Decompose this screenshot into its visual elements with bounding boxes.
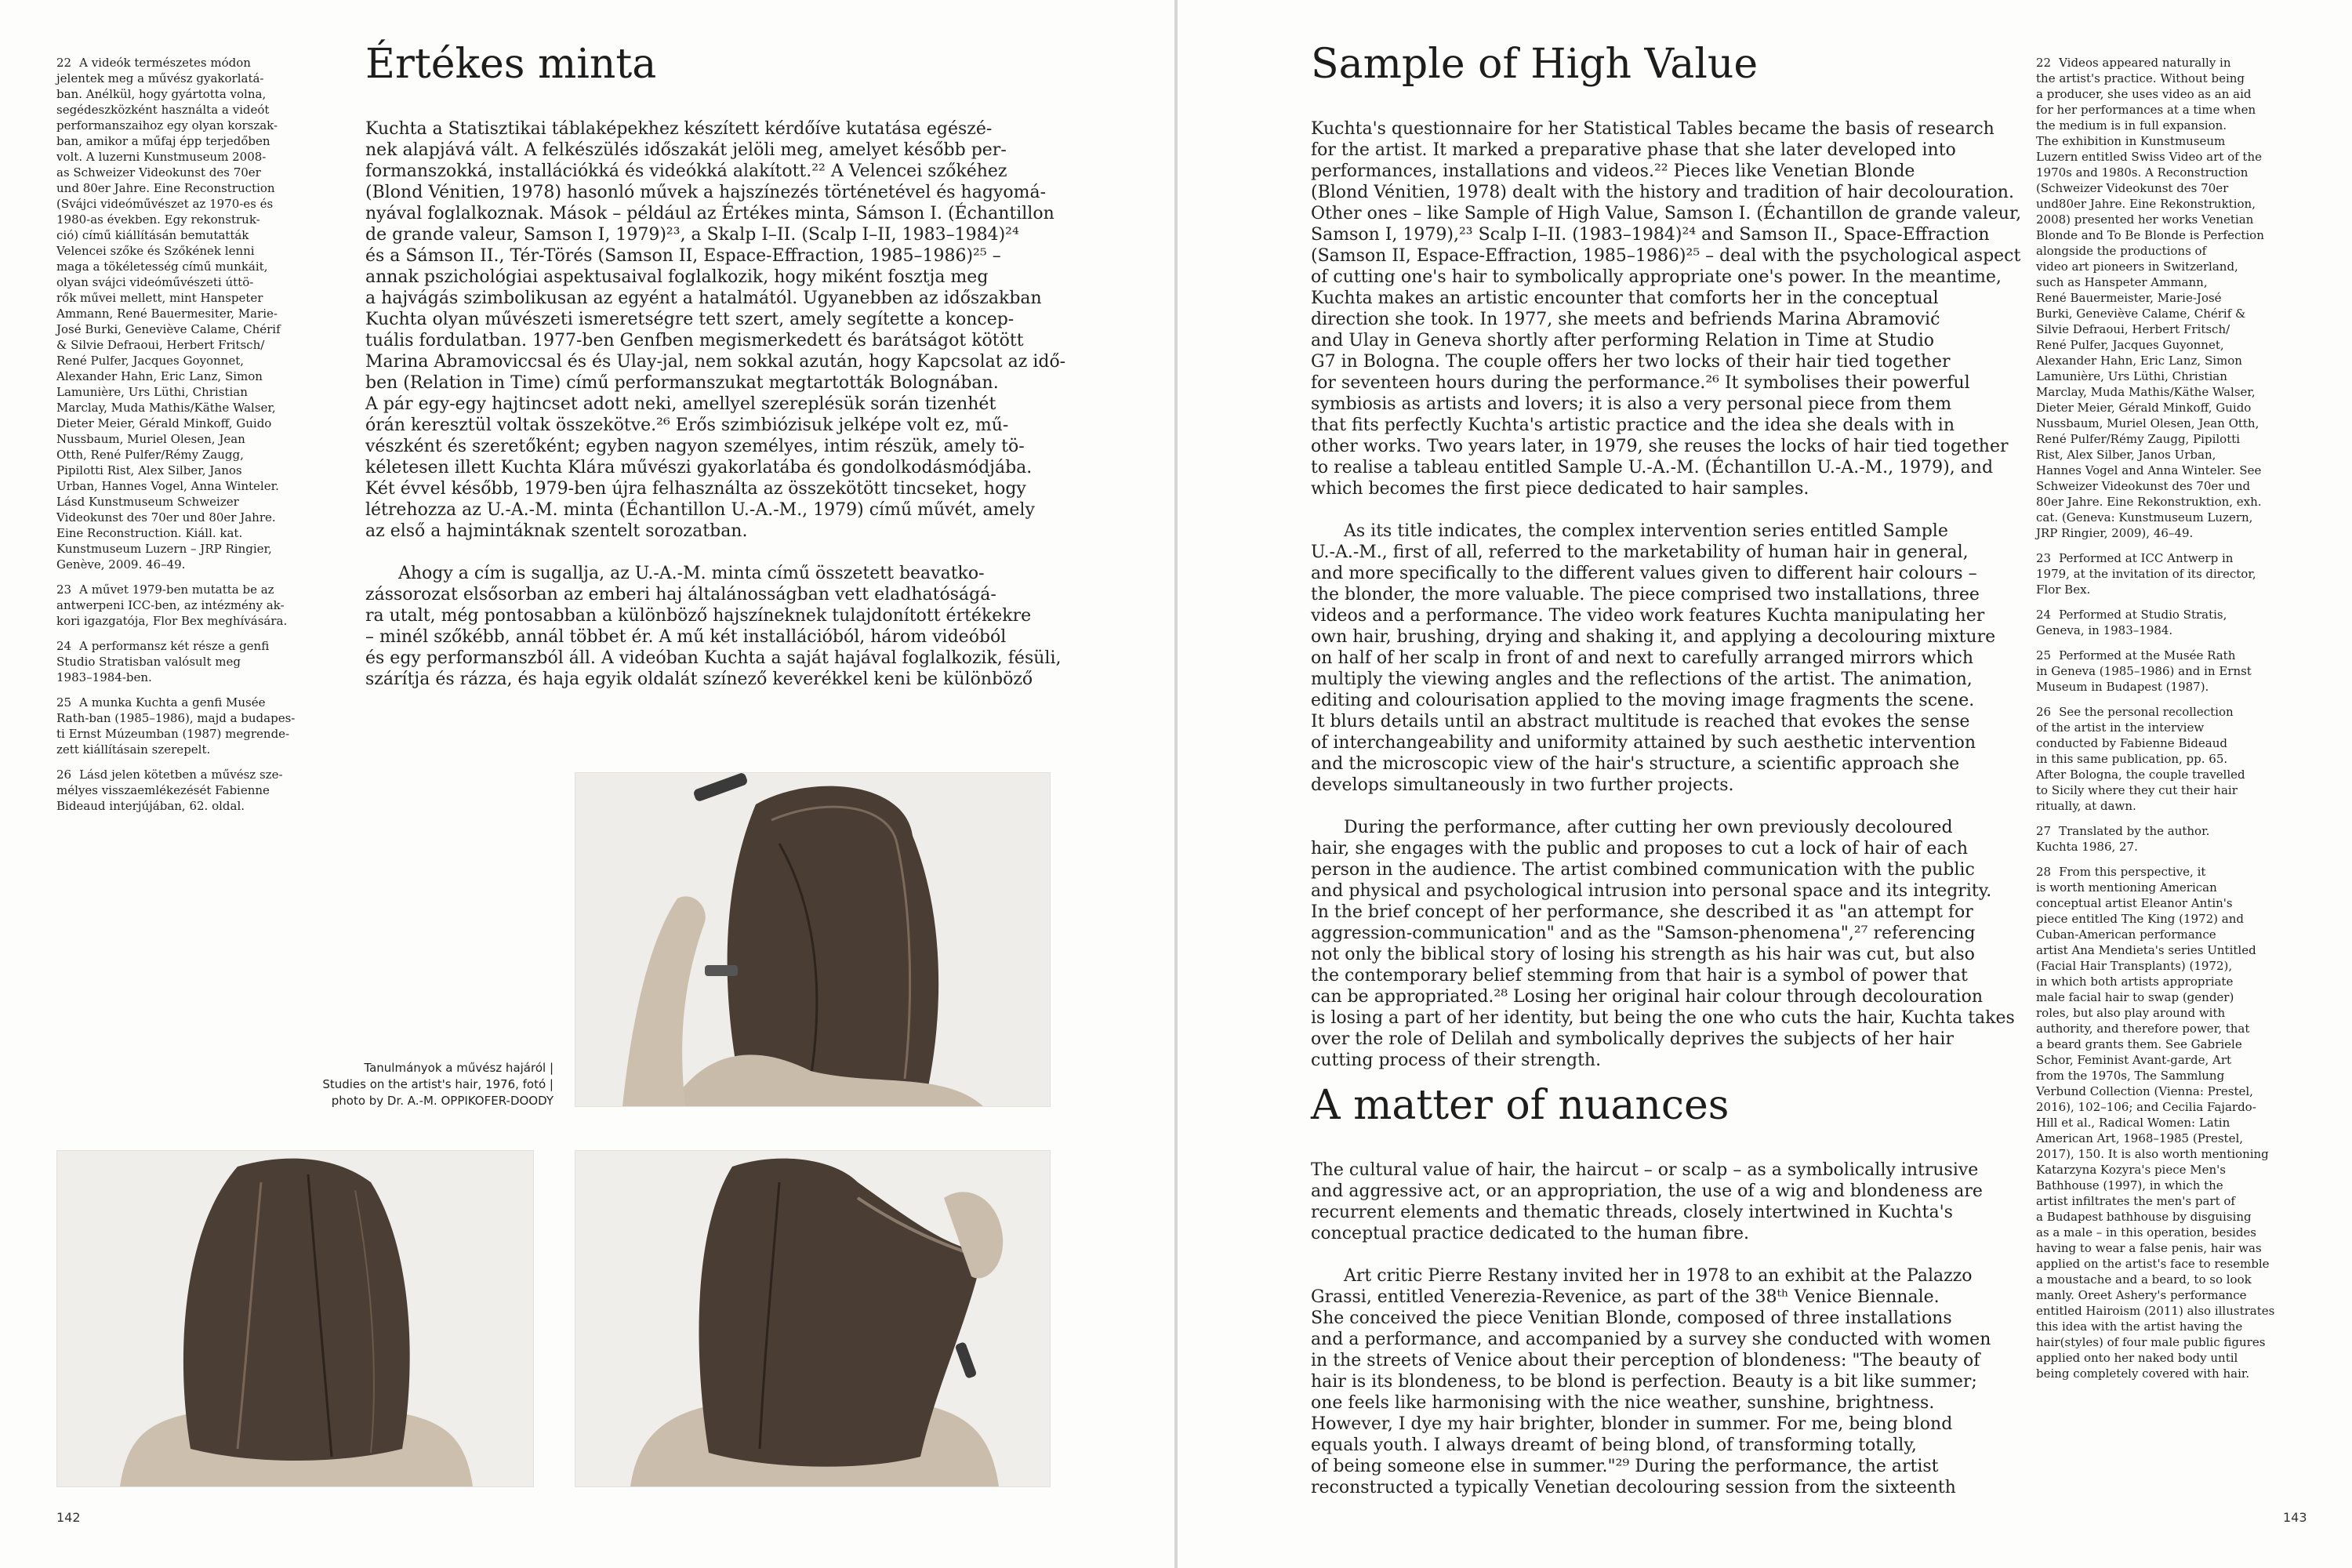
footnote-28: 28 From this perspective, it is worth mentioning American conceptual artist Eleanor Antin's piece entitled The King (1972) and Cuban-American performance artist Ana Mendieta's series Untitled (Facial Hair Transplants) (1972), in which both artists appropriate male facial hair to swap (gender) roles, but also play around with authority, and therefore power, that a beard grants them. See Gabriele Schor, Feminist Avant-garde, Art from the 1970s, The Sammlung Verbund Collection (Vienna: Prestel, 2016), 102–106; and Cecilia Fajardo- Hill et al., Radical Women: Latin American Art, 1968–1985 (Prestel, 2017), 150. It is also worth mentioning Katarzyna Kozyra's piece Men's Bathhouse (1997), in which the artist infiltrates the men's part of a Budapest bathhouse by disguising as a male – in this operation, besides having to wear a false penis, hair was applied on the artist's face to resemble a moustache and a beard, to so look manly. Oreet Ashery's performance entitled Hairoism (2011) also illustrates this idea with the artist having the hair(styles) of four male public figures applied onto her naked body until being completely covered with hair.: [2036, 865, 2275, 1381]
paragraph: Kuchta's questionnaire for her Statistical Tables became the basis of research for the artist. It marked a preparative phase that she later developed into performances, installations and videos.²² Pieces like Venetian Blonde (Blond Vénitien, 1978) dealt with the history and tradition of hair decolouration. Other ones – like Sample of High Value, Samson I. (Échantillon de grande valeur, Samson I, 1979),²³ Scalp I–II. (1983–1984)²⁴ and Samson II., Space-Effraction (Samson II, Espace-Effraction, 1985–1986)²⁵ – deal with the psychological aspect of cutting one's hair to symbolically appropriate one's power. In the meantime, Kuchta makes an artistic encounter that comforts her in the conceptual direction she took. In 1977, she meets and befriends Marina Abramović and Ulay in Geneva shortly after performing Relation in Time at Studio G7 in Bologna. The couple offers her two locks of their hair tied together for seventeen hours during the performance.²⁶ It symbolises their powerful symbiosis as artists and lovers; it is also a very personal piece from them that fits perfectly Kuchta's artistic practice and the idea she deals with in other works. Two years later, in 1979, she reuses the locks of hair tied together to realise a tableau entitled Sample U.-A.-M. (Échantillon U.-A.-M., 1979), and which becomes the first piece dedicated to hair samples.: [1311, 119, 2022, 499]
right-page: [1178, 0, 2352, 1568]
photo-hair-combing-side: [575, 1150, 1051, 1487]
paragraph: Ahogy a cím is sugallja, az U.-A.-M. minta című összetett beavatko- zássorozat elsősorban az emberi haj általánosságban vett eladhatóságá- ra utalt, még pontosabban a különböző hajszíneknek tulajdonított értékekre – minél szőkébb, annál többet ér. A mű két installációból, három videóból és egy performanszból áll. A videóban Kuchta a saját hajával foglalkozik, fésüli, szárítja és rázza, és haja egyik oldalát színező keverékkel keni be különböző: [365, 564, 1062, 689]
footnote-22: 22 A videók természetes módon jelentek meg a művész gyakorlatá- ban. Anélkül, hogy gyártotta volna, segédeszközként használta a videót performanszaihoz egy olyan korszak- ban, amikor a műfaj épp terjedőben volt. A luzerni Kunstmuseum 2008- as Schweizer Videokunst des 70er und 80er Jahre. Eine Reconstruction (Svájci videóművészet az 1970-es és 1980-as években. Egy rekonstruk- ció) című kiállításán bemutatták Velencei szőke és Szőkének lenni maga a tökéletesség című munkáit, olyan svájci videóművészeti úttö- rők művei mellett, mint Hanspeter Ammann, René Bauermesiter, Marie- José Burki, Geneviève Calame, Chérif & Silvie Defraoui, Herbert Fritsch/ René Pulfer, Jacques Goyonnet, Alexander Hahn, Eric Lanz, Simon Lamunière, Urs Lüthi, Christian Marclay, Muda Mathis/Käthe Walser, Dieter Meier, Gérald Minkoff, Guido Nussbaum, Muriel Olesen, Jean Otth, René Pulfer/Rémy Zaugg, Pipilotti Rist, Alex Silber, Janos Urban, Hannes Vogel, Anna Winteler. Lásd Kunstmuseum Schweizer Videokunst des 70er und 80er Jahre. Eine Reconstruction. Kiáll. kat. Kunstmuseum Luzern – JRP Ringier, Genève, 2009. 46–49.: [56, 56, 281, 572]
footnote-23: 23 Performed at ICC Antwerp in 1979, at the invitation of its director, Flor Bex.: [2036, 551, 2256, 597]
hair-photo-image: [57, 1151, 533, 1486]
paragraph: The cultural value of hair, the haircut – or scalp – as a symbolically intrusive and aggressive act, or an appropriation, the use of a wig and blondeness are recurrent elements and thematic threads, closely intertwined in Kuchta's conceptual practice dedicated to the human fibre.: [1311, 1160, 1983, 1243]
footnote-23: 23 A művet 1979-ben mutatta be az antwerpeni ICC-ben, az intézmény ak- kori igazgatója, Flor Bex meghívására.: [56, 583, 288, 628]
photo-hair-back: [56, 1150, 534, 1487]
photo-caption: Tanulmányok a művész hajáról | Studies on the artist's hair, 1976, fotó | photo by Dr. A.-M. OPPIKOFER-DOODY: [322, 1061, 554, 1108]
footnote-24: 24 Performed at Studio Stratis, Geneva, in 1983–1984.: [2036, 608, 2227, 637]
paragraph: Art critic Pierre Restany invited her in 1978 to an exhibit at the Palazzo Grassi, entitled Venerezia-Revenice, as part of the 38ᵗʰ Venice Biennale. She conceived the piece Venitian Blonde, composed of three installations and a performance, and accompanied by a survey she conducted with women in the streets of Venice about their perception of blondeness: "The beauty of hair is its blondeness, to be blond is perfection. Beauty is a bit like summer; one feels like harmonising with the nice weather, sunshine, brightness. However, I dye my hair brighter, blonder in summer. For me, being blond equals youth. I always dreamt of being blond, of transforming totally, of being someone else in summer."²⁹ During the performance, the artist reconstructed a typically Venetian decolouring session from the sixteenth: [1311, 1266, 1991, 1497]
body-text-hu: [365, 97, 1071, 711]
footnote-24: 24 A performansz két része a genfi Studio Stratisban valósult meg 1983–1984-ben.: [56, 639, 270, 684]
body-text-en-2: [1311, 1138, 2024, 1519]
section-heading-hu: Értékes minta: [365, 41, 657, 88]
left-footnotes: [56, 55, 339, 823]
footnote-25: 25 A munka Kuchta a genfi Musée Rath-ban (1985–1986), majd a budapes- ti Ernst Múzeumban (1987) megrende- zett kiállításain szerepelt.: [56, 695, 296, 757]
footnote-22: 22 Videos appeared naturally in the artist's practice. Without being a producer, she uses video as an aid for her performances at a time when the medium is in full expansion. The exhibition in Kunstmuseum Luzern entitled Swiss Video art of the 1970s and 1980s. A Reconstruction (Schweizer Videokunst des 70er und80er Jahre. Eine Rekonstruktion, 2008) presented her works Venetian Blonde and To Be Blonde is Perfection alongside the productions of video art pioneers in Switzerland, such as Hanspeter Ammann, René Bauermeister, Marie-José Burki, Geneviève Calame, Chérif & Silvie Defraoui, Herbert Fritsch/ René Pulfer, Jacques Guyonnet, Alexander Hahn, Eric Lanz, Simon Lamunière, Urs Lüthi, Christian Marclay, Muda Mathis/Käthe Walser, Dieter Meier, Gérald Minkoff, Guido Nussbaum, Muriel Olesen, Jean Otth, René Pulfer/Rémy Zaugg, Pipilotti Rist, Alex Silber, Janos Urban, Hannes Vogel and Anna Winteler. See Schweizer Videokunst des 70er und 80er Jahre. Eine Rekonstruktion, exh. cat. (Geneva: Kunstmuseum Luzern, JRP Ringier, 2009), 46–49.: [2036, 56, 2264, 540]
photo-hair-brushing-top: [575, 772, 1051, 1107]
right-footnotes: [2036, 55, 2318, 1391]
body-text-en-1: [1311, 97, 2024, 1092]
footnote-26: 26 See the personal recollection of the artist in the interview conducted by Fabienne Bideaud in this same publication, pp. 65. After Bologna, the couple travelled to Sicily where they cut their hair ritually, at dawn.: [2036, 705, 2245, 813]
left-page: [0, 0, 1174, 1568]
page-number-right: 143: [2283, 1510, 2307, 1525]
footnote-25: 25 Performed at the Musée Rath in Geneva (1985–1986) and in Ernst Museum in Budapest (1987).: [2036, 648, 2252, 694]
footnote-27: 27 Translated by the author. Kuchta 1986, 27.: [2036, 824, 2210, 854]
section-heading-a-matter-of-nuances: A matter of nuances: [1311, 1082, 1730, 1129]
page-number-left: 142: [56, 1510, 81, 1525]
section-heading-sample-of-high-value: Sample of High Value: [1311, 41, 1759, 88]
paragraph: During the performance, after cutting her own previously decoloured hair, she engages with the public and proposes to cut a lock of hair of each person in the audience. The artist combined communication with the public and physical and psychological intrusion into personal space and its integrity. In the brief concept of her performance, she described it as "an attempt for aggression-communication" and as the "Samson-phenomena",²⁷ referencing not only the biblical story of losing his strength as his hair was cut, but also the contemporary belief stemming from that hair is a symbol of power that can be appropriated.²⁸ Losing her original hair colour through decolouration is losing a part of her identity, but being the one who cuts the hair, Kuchta takes over the role of Delilah and symbolically deprives the subjects of her hair cutting process of their strength.: [1311, 818, 2015, 1070]
paragraph: As its title indicates, the complex intervention series entitled Sample U.-A.-M., first of all, referred to the marketability of human hair in general, and more specifically to the different values given to different hair colours – the blonder, the more valuable. The piece comprised two installations, three videos and a performance. The video work features Kuchta manipulating her own hair, brushing, drying and shaking it, and applying a decolouring mixture on half of her scalp in front of and next to carefully arranged mirrors which multiply the viewing angles and the reflections of the artist. The animation, editing and colourisation applied to the moving image fragments the scene. It blurs details until an abstract multitude is reached that evokes the sense of interchangeability and uniformity attained by such aesthetic intervention and the microscopic view of the hair's structure, a scientific approach she develops simultaneously in two further projects.: [1311, 521, 1996, 795]
footnote-26: 26 Lásd jelen kötetben a művész sze- mélyes visszaemlékezését Fabienne Bideaud interjújában, 62. oldal.: [56, 768, 283, 813]
hair-photo-image: [575, 1151, 1050, 1486]
paragraph: Kuchta a Statisztikai táblaképekhez készített kérdőíve kutatása egészé- nek alapjává vált. A felkészülés időszakát jelöli meg, amelyet később per- formanszokká, installációkká és videókká alakított.²² A Velencei szőkéhez (Blond Vénitien, 1978) hasonló művek a hajszínezés történetével és hagyomá- nyával foglalkoznak. Mások – például az Értékes minta, Sámson I. (Échantillon de grande valeur, Samson I, 1979)²³, a Skalp I–II. (Scalp I–II, 1983–1984)²⁴ és a Sámson II., Tér-Törés (Samson II, Espace-Effraction, 1985–1986)²⁵ – annak pszichológiai aspektusaival foglalkozik, hogy miként fosztja meg a hajvágás szimbolikusan az egyént a hatalmától. Ugyanebben az időszakban Kuchta olyan művészeti ismeretségre tett szert, amely segítette a koncep- tuális fordulatban. 1977-ben Genfben megismerkedett és barátságot kötött Marina Abramoviccsal és és Ulay-jal, nem sokkal azután, hogy Kapcsolat az idő- ben (Relation in Time) című performanszukat megtartották Bolognában. A pár egy-egy hajtincset adott neki, amellyel szereplésük során tizenhét órán keresztül voltak összekötve.²⁶ Erős szimbiózisuk jelképe volt ez, mű- vészként és szeretőként; egyben nagyon személyes, intim részük, amely tö- kéletesen illett Kuchta Klára művészi gyakorlatába és gondolkodásmódjába. Két évvel később, 1979-ben újra felhasználta az összekötött tincseket, hogy létrehozza az U.-A.-M. minta (Échantillon U.-A.-M., 1979) című művét, amely az első a hajmintáknak szentelt sorozatban.: [365, 119, 1066, 541]
hair-photo-image: [575, 773, 1050, 1106]
